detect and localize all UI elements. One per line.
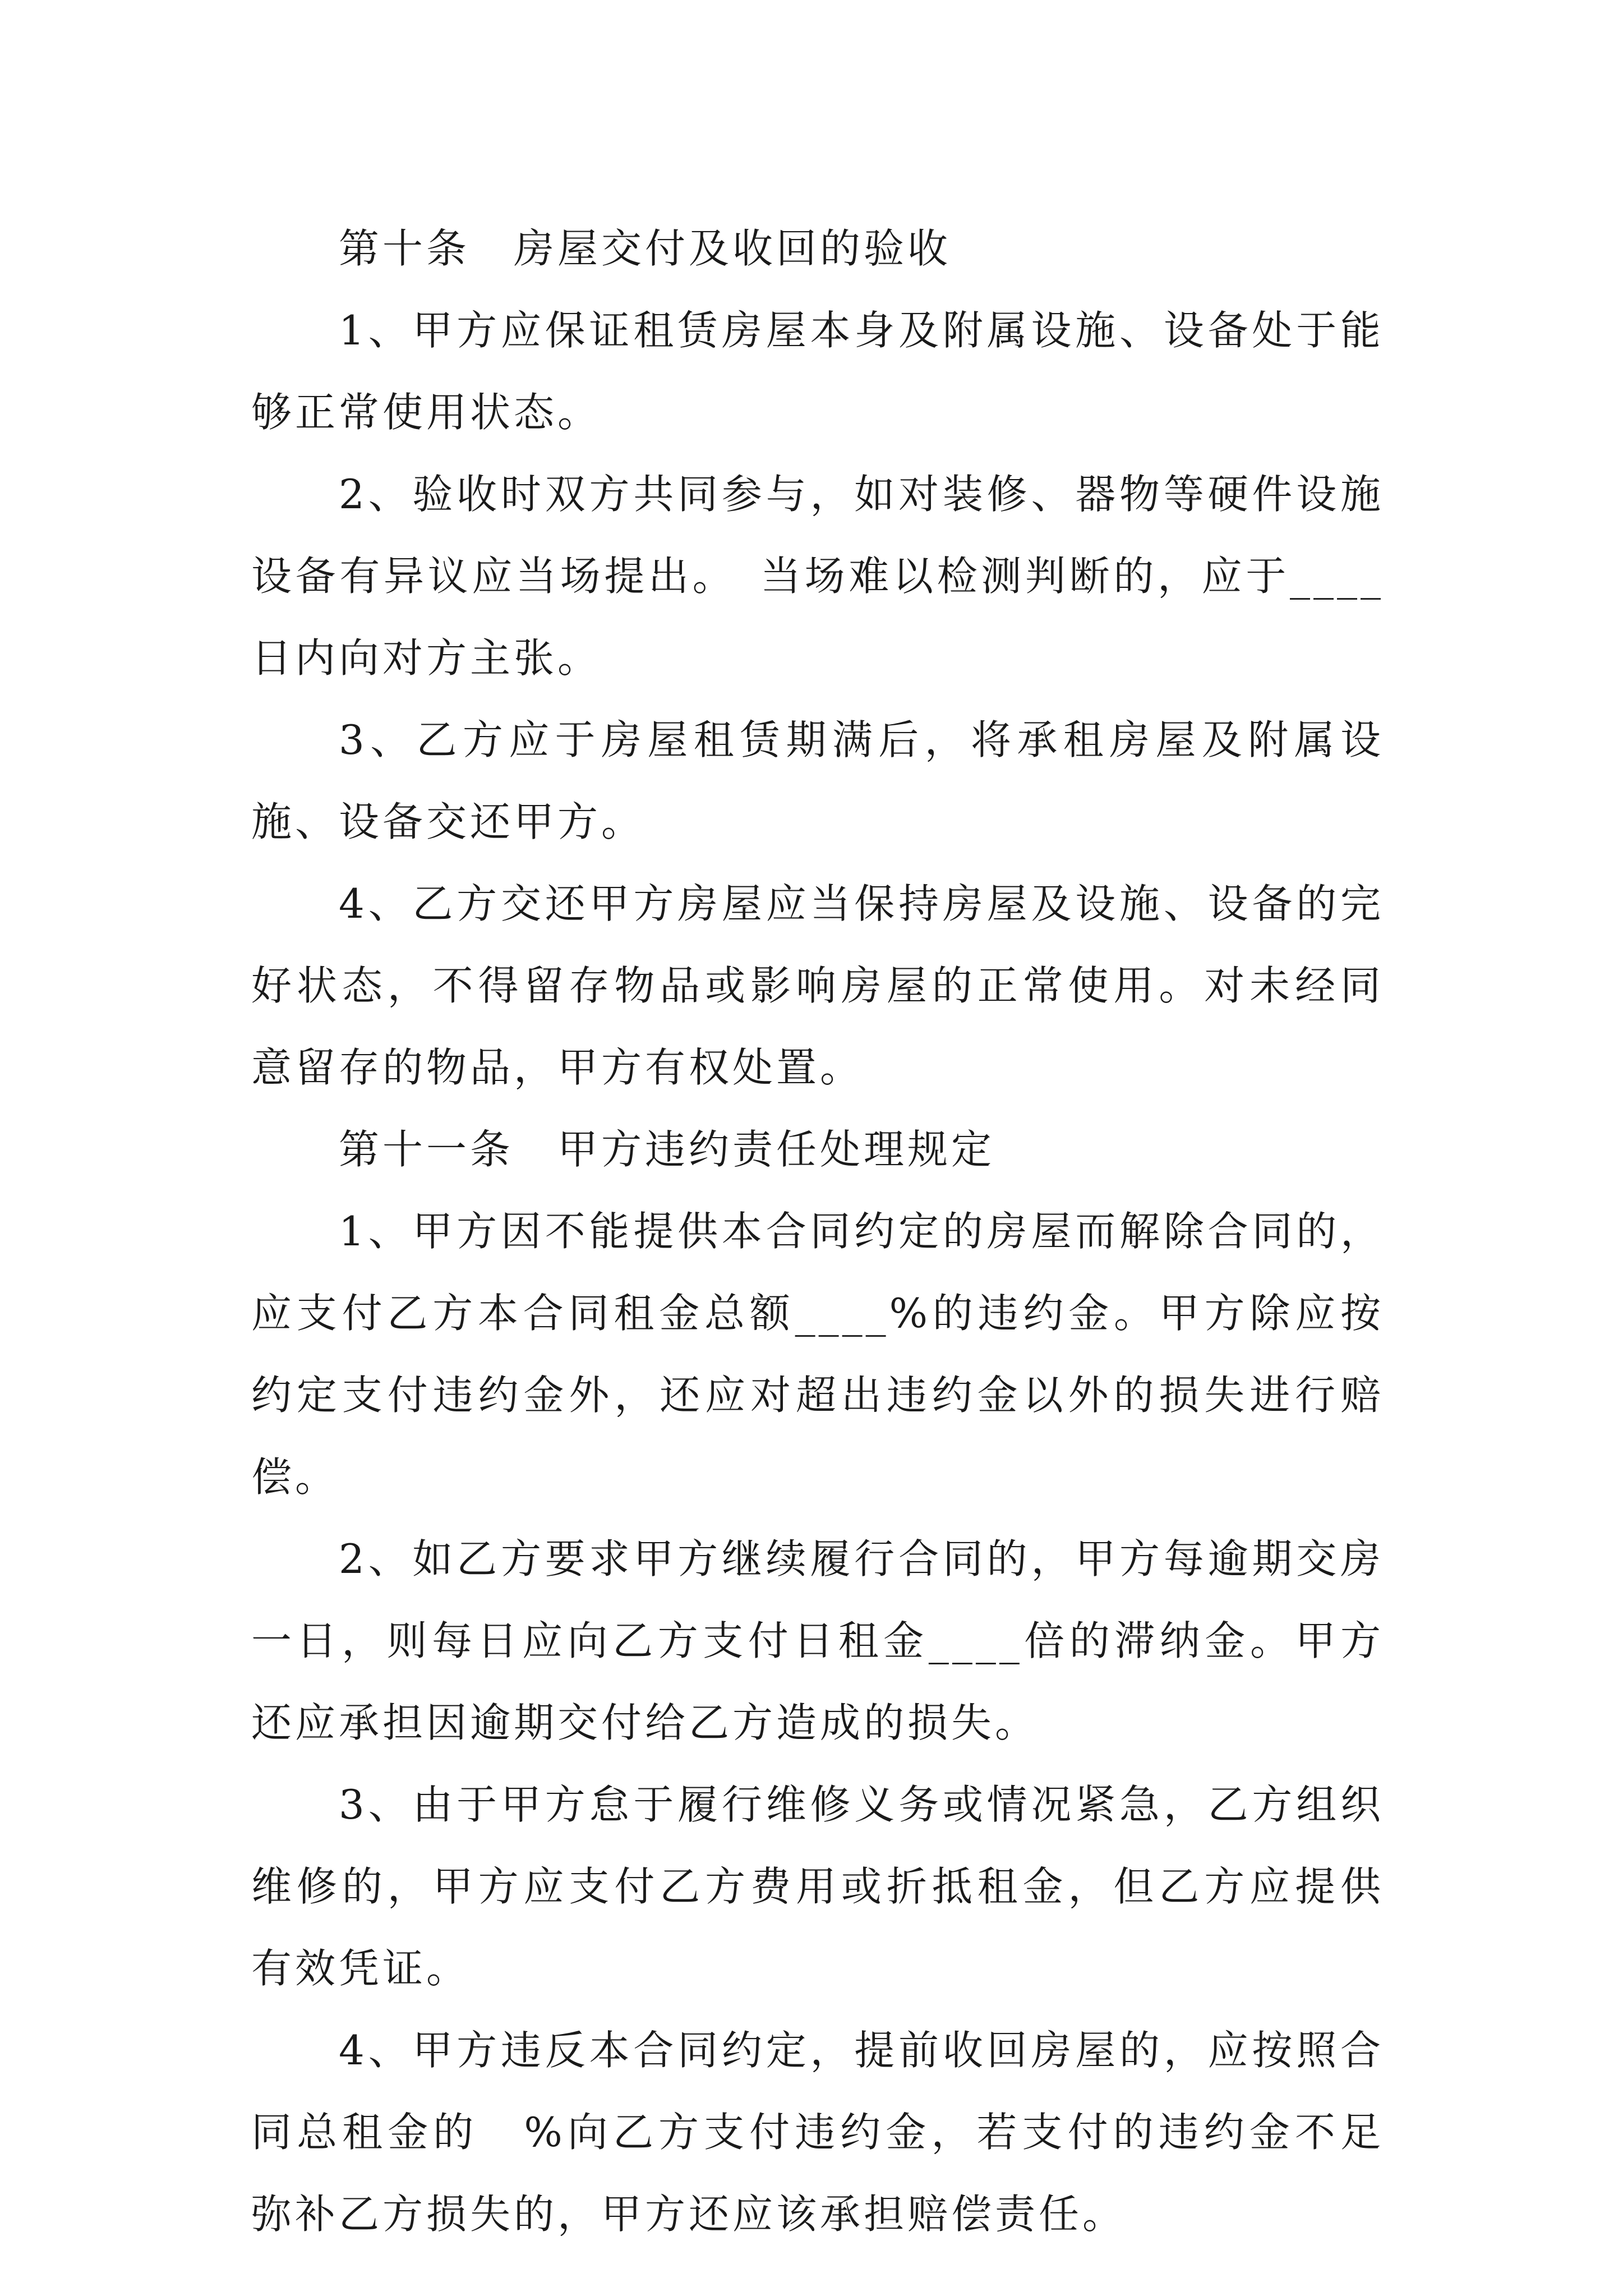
section-10-item-4: 4、乙方交还甲方房屋应当保持房屋及设施、设备的完好状态，不得留存物品或影响房屋的正常使用。对未经同意留存的物品，甲方有权处置。 xyxy=(251,880,1384,1091)
section-10-item-3: 3、乙方应于房屋租赁期满后，将承租房屋及附属设施、设备交还甲方。 xyxy=(251,716,1384,845)
section-11-item-4: 4、甲方违反本合同约定，提前收回房屋的，应按照合同总租金的 %向乙方支付违约金，若支付的违约金不足弥补乙方损失的，甲方还应该承担赔偿责任。 xyxy=(251,2027,1384,2238)
section-10-heading: 第十条 房屋交付及收回的验收 xyxy=(339,225,952,272)
section-11-item-2: 2、如乙方要求甲方继续履行合同的，甲方每逾期交房一日，则每日应向乙方支付日租金____倍的滞纳金。甲方还应承担因逾期交付给乙方造成的损失。 xyxy=(251,1535,1384,1746)
section-10-item-2: 2、验收时双方共同参与，如对装修、器物等硬件设施设备有异议应当场提出。 当场难以检测判断的，应于____日内向对方主张。 xyxy=(251,471,1384,682)
document-body xyxy=(251,208,1384,2255)
section-10-item-1: 1、甲方应保证租赁房屋本身及附属设施、设备处于能够正常使用状态。 xyxy=(251,307,1384,436)
section-11-item-1: 1、甲方因不能提供本合同约定的房屋而解除合同的，应支付乙方本合同租金总额____%的违约金。甲方除应按约定支付违约金外，还应对超出违约金以外的损失进行赔偿。 xyxy=(251,1208,1384,1501)
section-11-item-3: 3、由于甲方怠于履行维修义务或情况紧急，乙方组织维修的，甲方应支付乙方费用或折抵租金，但乙方应提供有效凭证。 xyxy=(251,1781,1384,1992)
section-11-heading: 第十一条 甲方违约责任处理规定 xyxy=(339,1126,995,1173)
